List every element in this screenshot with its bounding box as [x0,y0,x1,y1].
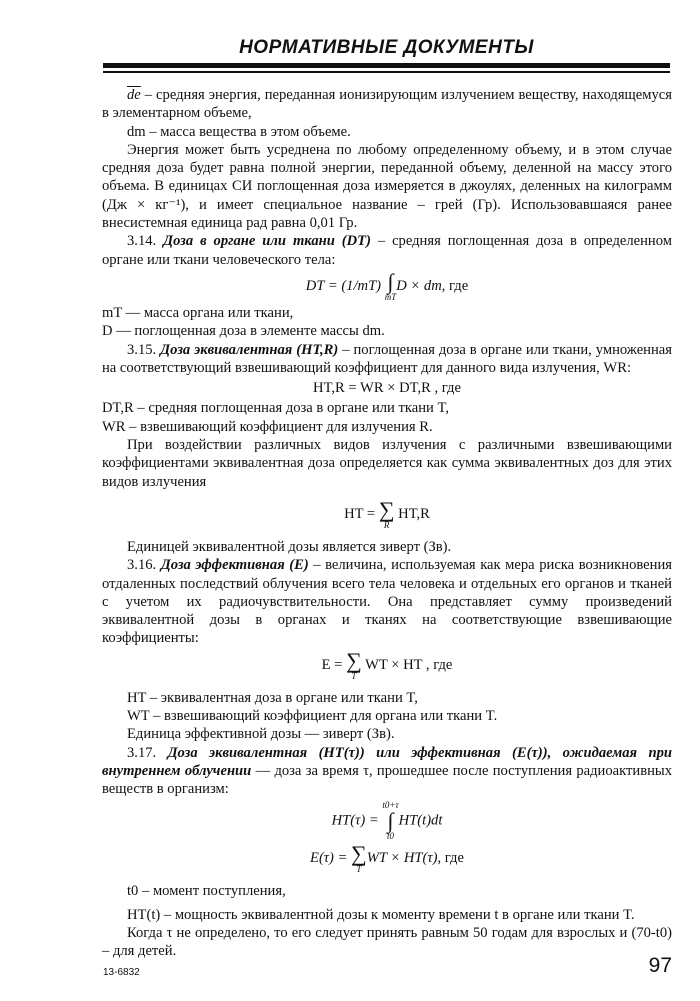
def-wr: WR – взвешивающий коэффициент для излучения R. [102,418,433,435]
formula-sum-ht: HT = ∑ R HT,R [344,496,430,530]
term-3-14: Доза в органе или ткани (DT) [163,233,371,250]
formula-committed-e: E(τ) = ∑ T WT × HT(τ), где [310,840,464,874]
def-de: $\overline{de}$ – средняя энергия, переданная ионизирующим излучением веществу, находящемуся в элементарном объеме, [102,87,672,122]
integral-sign: t0+τ ∫ t0 [382,799,399,841]
def-mt: mT — масса органа или ткани, [102,304,294,321]
para-multiple-radiation: При воздействии различных видов излучения с различными взвешивающими коэффициентами эквивалентная доза определяется как сумма эквивалентных доз для этих видов излучения [102,437,672,490]
header-rule-thick [103,63,670,68]
term-3-16: Доза эффективная (E) [160,557,309,574]
sum-sign: ∑ R [378,496,395,530]
header-rule-thin [103,71,670,73]
para-energy: Энергия может быть усреднена по любому определенному объему, и в этом случае средняя доза будет равна полной энергии, переданной объему, деленной на массу этого объема. В единицах СИ поглощенная доза измеряется в джоулях, деленных на килограмм (Дж × кг⁻¹), и имеет специальное название – грей (Гр). Использовавшаяся ранее внесистемная единица рад равна 0,01 Гр. [102,141,672,232]
term-3-17: Доза эквивалентная (HT(τ)) или эффективная (E(τ)), ожидаемая при внутреннем облучении [102,744,672,779]
formula-dose-organ: DT = (1/mT) ∫ mT D × dm, где [305,268,469,302]
para-tau: Когда τ не определено, то его следует принять равным 50 годам для взрослых и (70-t0) – для детей. [102,925,672,960]
section-3-15: 3.15. Доза эквивалентная (HT,R) – поглощенная доза в органе или ткани, умноженная на соответствующий взвешивающий коэффициент для данного вида излучения, WR: [102,341,672,376]
formula-committed-ht: HT(τ) = t0+τ ∫ t0 HT(t)dt [331,799,443,841]
page-number: 97 [648,954,672,977]
def-d: D — поглощенная доза в элементе массы dm. [102,323,385,340]
def-dtr: DT,R – средняя поглощенная доза в органе или ткани T, [102,400,449,417]
section-3-17: 3.17. Доза эквивалентная (HT(τ)) или эффективная (E(τ)), ожидаемая при внутреннем облучении — доза за время τ, прошедшее после поступления радиоактивных веществ в организм: [102,744,672,798]
section-3-16: 3.16. Доза эффективная (E) – величина, используемая как мера риска возникновения отдаленных последствий облучения всего тела человека и отдельных его органов и тканей с учетом их радиочувствительности. Она представляет сумму произведений эквивалентной дозы в органах и тканях на соответствующие взвешивающие коэффициенты: [102,557,672,647]
def-wt: WT – взвешивающий коэффициент для органа или ткани T. [127,708,498,725]
formula-effective-dose: E = ∑ T WT × HT , где [321,647,453,681]
print-code: 13-6832 [103,967,140,978]
unit-equivalent-dose: Единицей эквивалентной дозы является зиверт (Зв). [127,538,452,555]
sum-sign: ∑ T [346,647,362,681]
def-ht: HT – эквивалентная доза в органе или ткани T, [127,689,418,706]
def-dm: dm – масса вещества в этом объеме. [127,123,351,140]
formula-equivalent-dose: HT,R = WR × DT,R , где [313,380,461,397]
integral-sign: ∫ mT [384,268,397,302]
term-3-15: Доза эквивалентная (HT,R) [160,341,339,358]
def-t0: t0 – момент поступления, [127,882,286,899]
sum-sign: ∑ T [351,840,367,874]
section-3-14: 3.14. Доза в органе или ткани (DT) – средняя поглощенная доза в определенном органе или ткани человеческого тела: [102,233,672,268]
page-body [102,86,672,961]
def-ht-rate: HT(t) – мощность эквивалентной дозы к моменту времени t в органе или ткани T. [127,906,635,923]
running-header: НОРМАТИВНЫЕ ДОКУМЕНТЫ [239,37,534,58]
unit-effective-dose: Единица эффективной дозы — зиверт (Зв). [127,726,395,743]
